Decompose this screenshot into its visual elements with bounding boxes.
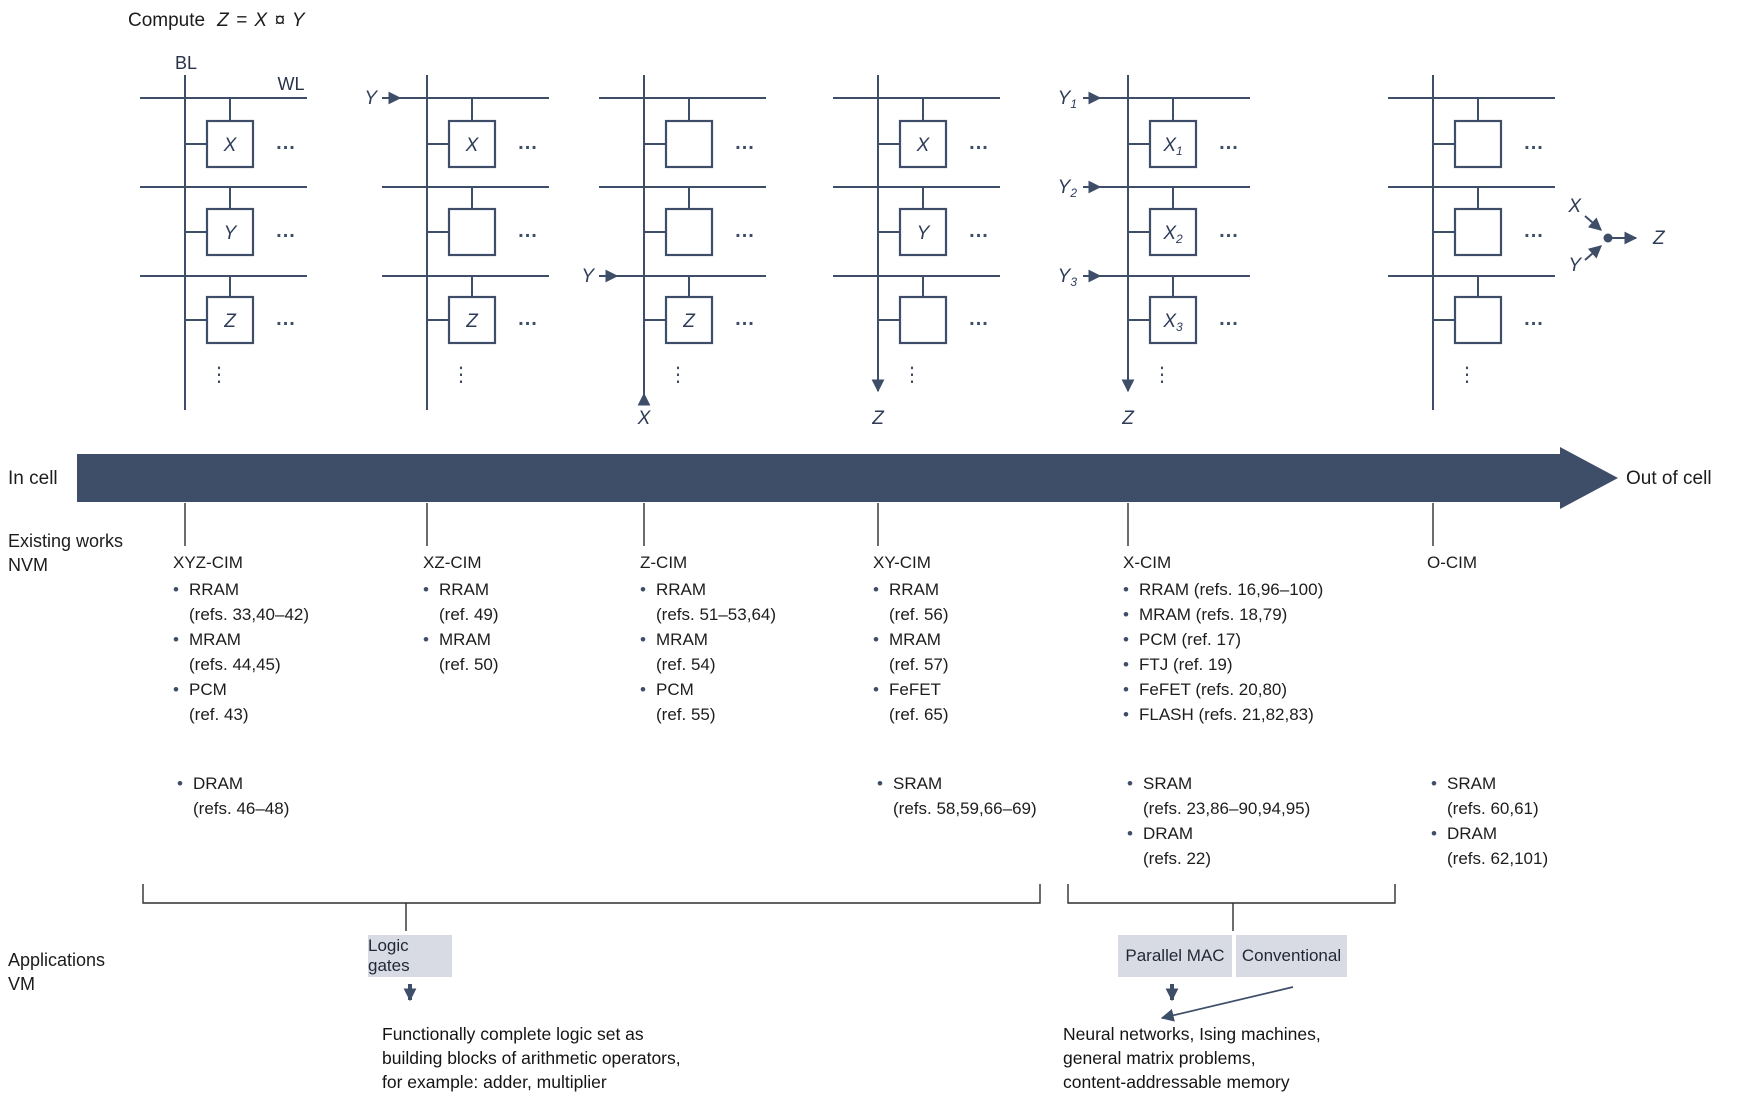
compute-formula: Z = X ¤ Y: [217, 10, 306, 31]
bullet-icon: •: [173, 630, 179, 649]
hdots: ...: [276, 132, 296, 154]
description-line: Neural networks, Ising machines,: [1063, 1024, 1321, 1044]
description-line: for example: adder, multiplier: [382, 1072, 607, 1092]
list-item: [873, 677, 949, 727]
hdots: ...: [518, 220, 538, 242]
hdots: ...: [1219, 308, 1239, 330]
bullet-icon: •: [173, 580, 179, 599]
memory-cell: [1455, 121, 1501, 167]
item-label: FeFET: [889, 680, 941, 699]
conventional-box: [1236, 935, 1347, 977]
item-label: SRAM: [1143, 774, 1193, 793]
parallel-mac-box: [1118, 935, 1232, 977]
bullet-icon: •: [173, 680, 179, 699]
bullet-icon: •: [423, 580, 429, 599]
list-item: [1127, 771, 1310, 821]
cell-label: Y: [916, 223, 930, 244]
item-ref: (refs. 60,61): [1447, 799, 1539, 818]
logic-gates-box: [368, 935, 452, 977]
wl-input-label: $Y_2$: [1057, 177, 1077, 200]
parallel-mac-label: Parallel MAC: [1125, 946, 1225, 965]
hdots: ...: [969, 220, 989, 242]
logic-gates-bracket: [143, 884, 1040, 903]
list-item: [423, 627, 499, 677]
cell-label: $X_3$: [1163, 311, 1183, 334]
out-of-cell-label: Out of cell: [1626, 468, 1712, 489]
bl-port-label: Z: [872, 408, 884, 429]
item-label: MRAM: [656, 630, 708, 649]
item-label: SRAM: [1447, 774, 1497, 793]
hdots: ...: [735, 308, 755, 330]
circuit-x-cim: [1058, 75, 1250, 429]
cell-label: $X_2$: [1163, 223, 1183, 246]
nvm-list-xyz-cim: [173, 550, 309, 727]
vdots: ⋮: [1457, 364, 1477, 386]
logic-gates-description: [382, 1022, 681, 1094]
memory-cell: [666, 121, 712, 167]
cell-label: $X_1$: [1163, 135, 1183, 158]
list-item: [177, 771, 289, 821]
compute-word: Compute: [128, 10, 206, 31]
list-item: [423, 577, 499, 627]
item-label: RRAM: [656, 580, 707, 599]
in-to-out-arrow: [77, 447, 1618, 509]
vm-list-xyz-cim: [177, 771, 289, 821]
mac-bracket: [1068, 884, 1395, 903]
memory-cell: [1455, 209, 1501, 255]
item-ref: (refs. 58,59,66–69): [893, 799, 1037, 818]
list-item: [640, 577, 776, 627]
bullet-icon: •: [423, 630, 429, 649]
list-title: XY-CIM: [873, 553, 931, 572]
xyz-junction: [1567, 196, 1666, 276]
bullet-icon: •: [1431, 774, 1437, 793]
hdots: ...: [735, 132, 755, 154]
hdots: ...: [1524, 132, 1544, 154]
item-label: RRAM: [889, 580, 940, 599]
item-label: PCM (ref. 17): [1139, 630, 1242, 649]
figure-title: [128, 10, 306, 32]
item-label: RRAM (refs. 16,96–100): [1139, 580, 1324, 599]
nvm-list-o-cim: [1427, 550, 1477, 577]
junction-y-label: Y: [1568, 255, 1581, 276]
item-ref: (refs. 62,101): [1447, 849, 1549, 868]
item-label: FLASH (refs. 21,82,83): [1139, 705, 1314, 724]
list-item: [173, 677, 309, 727]
vm-list-x-cim: [1127, 771, 1310, 871]
bullet-icon: •: [1431, 824, 1437, 843]
description-line: building blocks of arithmetic operators,: [382, 1048, 681, 1068]
item-ref: (ref. 55): [656, 705, 716, 724]
hdots: ...: [518, 132, 538, 154]
cell-label: Z: [466, 311, 478, 332]
bullet-icon: •: [1123, 680, 1129, 699]
cell-label: Y: [223, 223, 237, 244]
bullet-icon: •: [640, 630, 646, 649]
bl-port-label: X: [637, 408, 651, 429]
list-item: [173, 577, 309, 627]
item-label: DRAM: [193, 774, 244, 793]
vdots: ⋮: [902, 364, 922, 386]
hdots: ...: [735, 220, 755, 242]
bl-label: BL: [174, 53, 198, 73]
item-label: DRAM: [1447, 824, 1498, 843]
list-title: Z-CIM: [640, 553, 688, 572]
bullet-icon: •: [1127, 824, 1133, 843]
circuit-xz-cim: [364, 75, 549, 410]
bullet-icon: •: [1123, 655, 1129, 674]
applications-label: Applications: [8, 950, 106, 970]
hdots: ...: [276, 220, 296, 242]
item-ref: (ref. 43): [189, 705, 249, 724]
list-title: XZ-CIM: [423, 553, 482, 572]
list-item: [173, 627, 309, 677]
list-item: [1431, 771, 1548, 821]
bullet-icon: •: [1123, 580, 1129, 599]
list-item: [640, 627, 776, 677]
description-line: content-addressable memory: [1063, 1072, 1290, 1092]
wl-input-label: $Y_1$: [1057, 88, 1077, 111]
cell-label: Z: [224, 311, 236, 332]
list-item: [1431, 821, 1548, 871]
wl-input-label: Y: [581, 266, 594, 287]
item-ref: (ref. 50): [439, 655, 499, 674]
list-item: [1123, 702, 1323, 727]
hdots: ...: [1524, 308, 1544, 330]
junction-x-label: X: [1568, 196, 1581, 217]
in-cell-label: In cell: [8, 468, 58, 489]
bl-port-label: Z: [1122, 408, 1134, 429]
list-item: [1123, 602, 1323, 627]
list-item: [1123, 577, 1323, 602]
cell-label: X: [916, 135, 930, 156]
bullet-icon: •: [1123, 705, 1129, 724]
item-label: MRAM: [439, 630, 491, 649]
wl-input-label: Y: [364, 88, 377, 109]
item-label: FeFET (refs. 20,80): [1139, 680, 1288, 699]
item-label: DRAM: [1143, 824, 1194, 843]
junction-node: [1604, 234, 1613, 243]
item-ref: (refs. 46–48): [193, 799, 290, 818]
vdots: ⋮: [209, 364, 229, 386]
nvm-list-x-cim: [1123, 550, 1323, 727]
item-ref: (refs. 22): [1143, 849, 1212, 868]
memory-cell: [666, 209, 712, 255]
item-ref: (ref. 49): [439, 605, 499, 624]
vm-label: VM: [8, 974, 35, 994]
hdots: ...: [276, 308, 296, 330]
logic-gates-label: Logic gates: [368, 936, 410, 975]
hdots: ...: [969, 132, 989, 154]
vm-list-xy-cim: [877, 771, 1037, 821]
item-ref: (ref. 65): [889, 705, 949, 724]
item-ref: (refs. 44,45): [189, 655, 281, 674]
conventional-label: Conventional: [1241, 946, 1342, 965]
hdots: ...: [1219, 132, 1239, 154]
existing-works-label: Existing works: [8, 531, 124, 551]
list-title: X-CIM: [1123, 553, 1172, 572]
vdots: ⋮: [668, 364, 688, 386]
bullet-icon: •: [1127, 774, 1133, 793]
nvm-list-z-cim: [640, 550, 776, 727]
vm-list-o-cim: [1431, 771, 1548, 871]
item-label: MRAM (refs. 18,79): [1139, 605, 1288, 624]
bullet-icon: •: [640, 680, 646, 699]
list-item: [1123, 652, 1323, 677]
list-item: [1123, 677, 1323, 702]
bullet-icon: •: [873, 630, 879, 649]
item-label: SRAM: [893, 774, 943, 793]
item-ref: (refs. 33,40–42): [189, 605, 310, 624]
list-title: XYZ-CIM: [173, 553, 243, 572]
description-line: general matrix problems,: [1063, 1048, 1256, 1068]
item-label: MRAM: [889, 630, 941, 649]
item-label: MRAM: [189, 630, 241, 649]
memory-cell: [900, 297, 946, 343]
nvm-list-xz-cim: [423, 550, 499, 677]
junction-in-arrow: [1585, 246, 1601, 260]
circuit-o-cim: [1388, 75, 1666, 410]
cell-label: X: [223, 135, 237, 156]
bullet-icon: •: [640, 580, 646, 599]
bullet-icon: •: [873, 680, 879, 699]
junction-in-arrow: [1585, 216, 1601, 230]
circuit-z-cim: [581, 75, 766, 429]
wl-input-label: $Y_3$: [1057, 266, 1077, 289]
list-item: [877, 771, 1037, 821]
hdots: ...: [1219, 220, 1239, 242]
item-ref: (refs. 51–53,64): [656, 605, 777, 624]
junction-z-label: Z: [1653, 228, 1665, 249]
list-item: [1127, 821, 1310, 871]
nvm-list-xy-cim: [873, 550, 949, 727]
item-label: RRAM: [189, 580, 240, 599]
bullet-icon: •: [1123, 630, 1129, 649]
circuit-xy-cim: [833, 75, 1000, 429]
memory-cell: [1455, 297, 1501, 343]
item-label: RRAM: [439, 580, 490, 599]
item-ref: (ref. 54): [656, 655, 716, 674]
hdots: ...: [969, 308, 989, 330]
wl-label: WL: [277, 74, 305, 94]
list-title: O-CIM: [1427, 553, 1478, 572]
vdots: ⋮: [1152, 364, 1172, 386]
cell-label: Z: [683, 311, 695, 332]
memory-cell: [449, 209, 495, 255]
item-ref: (ref. 57): [889, 655, 949, 674]
hdots: ...: [518, 308, 538, 330]
item-label: FTJ (ref. 19): [1139, 655, 1233, 674]
list-item: [640, 677, 776, 727]
list-item: [873, 627, 949, 677]
list-item: [873, 577, 949, 627]
cell-label: X: [465, 135, 479, 156]
hdots: ...: [1524, 220, 1544, 242]
item-label: PCM: [189, 680, 227, 699]
list-item: [1123, 627, 1323, 652]
item-ref: (ref. 56): [889, 605, 949, 624]
conventional-arrow: [1162, 987, 1293, 1018]
description-line: Functionally complete logic set as: [382, 1024, 644, 1044]
item-label: PCM: [656, 680, 694, 699]
item-ref: (refs. 23,86–90,94,95): [1143, 799, 1311, 818]
bullet-icon: •: [177, 774, 183, 793]
bullet-icon: •: [1123, 605, 1129, 624]
circuit-xyz-cim: [140, 53, 307, 410]
nvm-label: NVM: [8, 555, 48, 575]
mac-description: [1063, 1022, 1321, 1094]
vdots: ⋮: [451, 364, 471, 386]
bullet-icon: •: [877, 774, 883, 793]
bullet-icon: •: [873, 580, 879, 599]
